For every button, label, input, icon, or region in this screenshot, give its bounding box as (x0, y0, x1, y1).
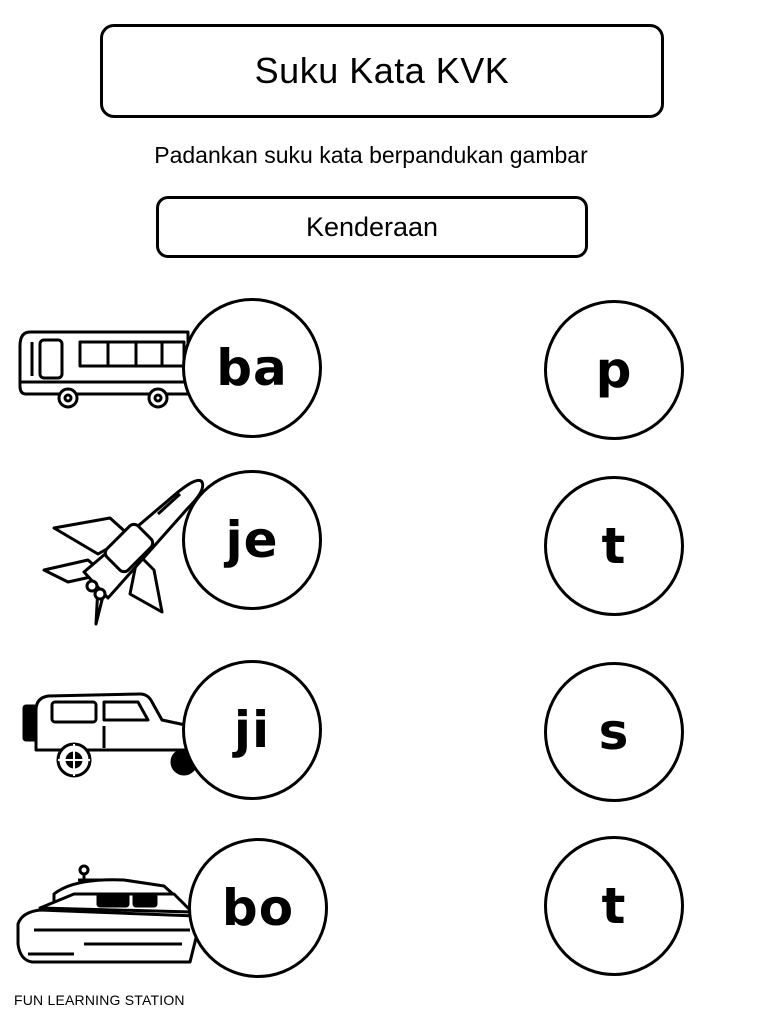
syllable-circle[interactable] (182, 298, 322, 438)
consonant-text: p (595, 341, 633, 399)
topic-label (156, 196, 588, 258)
match-row (0, 834, 768, 994)
match-row (0, 656, 768, 816)
instruction-text: Padankan suku kata berpandukan gambar (154, 142, 588, 168)
consonant-text: t (601, 517, 627, 575)
syllable-text: ji (233, 701, 271, 759)
match-row (0, 296, 768, 456)
bus-icon (18, 324, 198, 414)
jeep-icon (22, 690, 202, 782)
syllable-text: je (225, 511, 279, 569)
topic-text: Kenderaan (305, 211, 439, 242)
syllable-text: ba (216, 339, 288, 397)
syllable-circle[interactable] (182, 660, 322, 800)
footer-credit: FUN LEARNING STATION (14, 992, 185, 1008)
consonant-text: t (601, 877, 627, 935)
worksheet-title (100, 24, 664, 118)
consonant-circle[interactable] (544, 476, 684, 616)
match-row (0, 470, 768, 630)
syllable-circle[interactable] (182, 470, 322, 610)
consonant-circle[interactable] (544, 662, 684, 802)
title-text: Suku Kata KVK (254, 50, 510, 91)
consonant-circle[interactable] (544, 836, 684, 976)
consonant-circle[interactable] (544, 300, 684, 440)
consonant-text: s (598, 703, 630, 761)
syllable-circle[interactable] (188, 838, 328, 978)
boat-icon (14, 864, 204, 968)
syllable-text: bo (221, 879, 295, 937)
